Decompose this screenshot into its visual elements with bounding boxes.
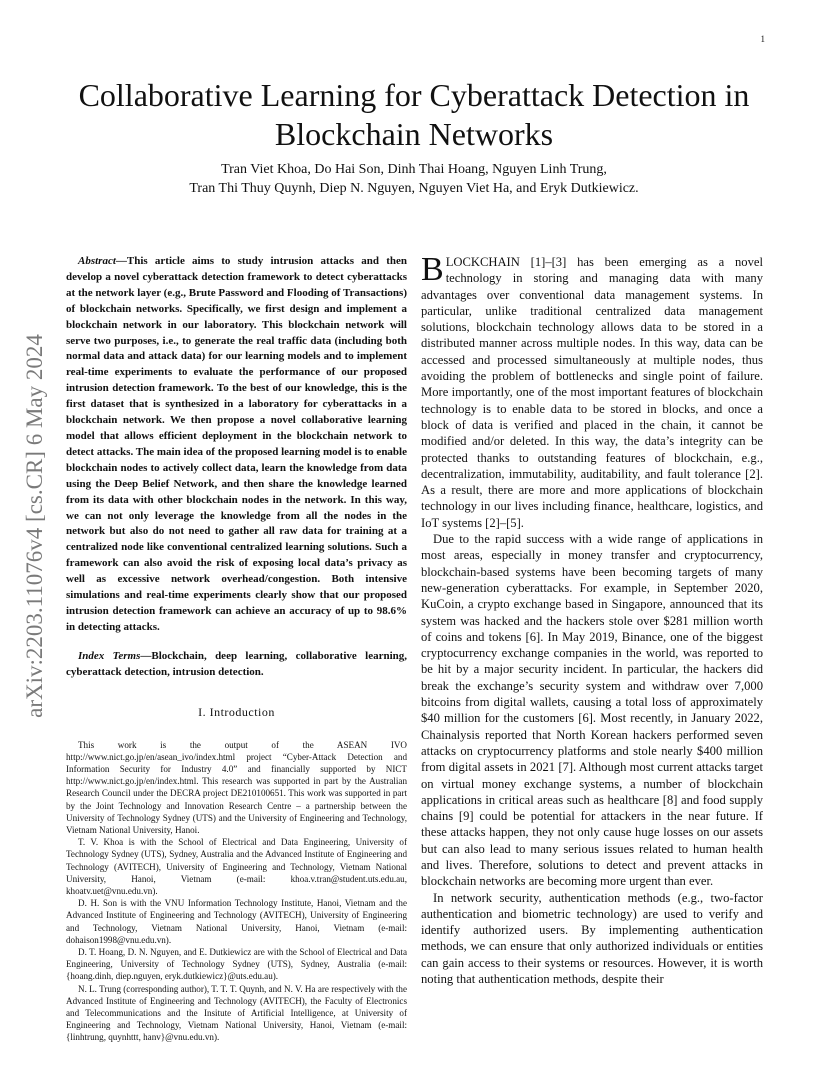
section-heading-introduction: I. Introduction xyxy=(198,704,275,719)
footnote-author-trung: N. L. Trung (corresponding author), T. T. T. Quynh, and N. V. Ha are respectively with the Advanced Institute of Engineering and Technology (AVITECH), the Faculty of Electronics and Telecommunications and the Insitute of Artificial Intelligence, at University of Engineering and Technology, Vietnam National University, Hanoi, Vietnam (e-mail: {linhtrung, quynhttt, hanv}@vnu.edu.vn). xyxy=(66,983,407,1043)
abstract-text: —This article aims to study intrusion attacks and then develop a novel cyberattack detection framework to detect cyberattacks at the network layer (e.g., Brute Password and Flooding of Transactions) of blockchain networks. Specifically, we first design and implement a blockchain network in our laboratory. This blockchain network will serve two purposes, i.e., to generate the real traffic data (including both normal data and attack data) for our learning models and to implement real-time experiments to evaluate the performance of our proposed intrusion detection framework. To the best of our knowledge, this is the first dataset that is synthesized in a laboratory for cyberattacks in a blockchain network. We then propose a novel collaborative learning model that allows efficient deployment in the blockchain network to detect attacks. The main idea of the proposed learning model is to enable blockchain nodes to actively collect data, learn the knowledge from data using the Deep Belief Network, and then share the knowledge learned from its data with other blockchain nodes in the network. In this way, we can not only leverage the knowledge from all the nodes in the network but also do not need to gather all raw data for training at a centralized node like conventional centralized learning solutions. Such a framework can also avoid the risk of exposing local data’s privacy as well as excessive network overhead/congestion. Both intensive simulations and real-time experiments clearly show that our proposed intrusion detection framework can achieve an accuracy of up to 98.6% in detecting attacks. xyxy=(66,255,407,633)
intro-paragraph-2: Due to the rapid success with a wide range of applications in most areas, especially in money transfer and cryptocurrency, blockchain-based systems have been becoming targets of many new-generation cyberattacks. For example, in September 2020, KuCoin, a crypto exchange based in Singapore, announced that its system was hacked and the hackers stole over $281 million worth of coins and tokens [6]. In May 2019, Binance, one of the biggest cryptocurrency exchange companies in the world, was reported to be hit by a major security incident. In particular, the hackers did break the exchange’s security system and withdraw over 7,000 bitcoins from digital wallets, causing a total loss of approximately $40 million for the customers [6]. Most recently, in January 2022, Chainalysis reported that North Korean hackers performed seven attacks on cryptocurrency platforms and stole nearly $400 million from digital assets in 2021 [7]. Although most current attacks target on virtual money exchange systems, a number of blockchain applications in critical areas such as healthcare [8] and food supply chains [9] could be potential for attackers in the near future. If these attacks happen, they not only cause huge losses on our assets but can also lead to many serious issues related to human health and lives. Therefore, solutions to detect and prevent attacks in blockchain networks are becoming more urgent than ever. xyxy=(421,532,763,889)
footnote-author-hoang: D. T. Hoang, D. N. Nguyen, and E. Dutkiewicz are with the School of Electrical and Data Engineering, University of Technology Sydney (UTS), Sydney, Australia (e-mail: {hoang.dinh, diep.nguyen, eryk.dutkiewicz}@uts.edu.au). xyxy=(66,947,407,982)
footnote-author-son: D. H. Son is with the VNU Information Technology Institute, Hanoi, Vietnam and the Advanced Institute of Engineering and Technology (AVITECH), University of Engineering and Technology, Vietnam National University, Hanoi, Vietnam (e-mail: dohaison1998@vnu.edu.vn). xyxy=(66,898,407,945)
abstract xyxy=(66,254,407,636)
drop-cap: B xyxy=(421,251,444,288)
right-column xyxy=(421,251,763,987)
left-column xyxy=(66,254,407,1044)
paper-title: Collaborative Learning for Cyberattack Detection in Blockchain Networks xyxy=(78,77,750,152)
intro-paragraph-3: In network security, authentication methods (e.g., two-factor authentication and biometric technology) are used to verify and identify authorized users. By implementing authentication methods, we can ensure that only authorized individuals or entities can gain access to their systems or resources. However, it is worth noting that authentication methods, despite their xyxy=(421,890,763,987)
intro-paragraph-1 xyxy=(421,251,763,531)
index-terms-label: Index Terms xyxy=(78,649,141,662)
author-line-1: Tran Viet Khoa, Do Hai Son, Dinh Thai Hoang, Nguyen Linh Trung, xyxy=(221,162,607,177)
arxiv-sidebar-identifier xyxy=(10,286,60,766)
page-number: 1 xyxy=(760,34,765,44)
index-terms xyxy=(66,649,407,681)
author-line-2: Tran Thi Thuy Quynh, Diep N. Nguyen, Nguyen Viet Ha, and Eryk Dutkiewicz. xyxy=(189,181,639,196)
footnotes xyxy=(66,739,407,1044)
index-terms-text: —Blockchain, deep learning, collaborative learning, cyberattack detection, intrusion detection. xyxy=(66,649,408,678)
footnote-funding: This work is the output of the ASEAN IVO http://www.nict.go.jp/en/asean_ivo/index.html project “Cyber-Attack Detection and Information Security for Industry 4.0” and financially supported by NICT http://www.nict.go.jp/en/index.html. This research was supported in part by the Australian Research Council under the DECRA project DE210100651. This work was supported in part by the Joint Technology and Innovation Research Centre – a partnership between the University of Technology Sydney (UTS) and the University of Engineering and Technology, Vietnam National University, Hanoi. xyxy=(66,739,407,835)
intro-paragraph-1-text: LOCKCHAIN [1]–[3] has been emerging as a novel technology in storing and managing data with many advantages over conventional data management systems. In particular, unlike traditional centralized data management solutions, blockchain technology allows data to be stored in a distributed manner across multiple nodes. In this way, data can be accessed and processed simultaneously at multiple nodes, thus avoiding the problem of bottlenecks and single point of failure. More importantly, one of the most important features of blockchain technology is to enable data to be stored in blocks, and once a block of data is verified and placed in the chain, it cannot be modified and/or deleted. In this way, the data’s integrity can be protected thanks to outstanding features of blockchain, e.g., decentralization, immutability, auditability, and fault tolerance [2]. As a result, there are more and more applications of blockchain technology in our lives including finance, healthcare, logistics, and IoT systems [2]–[5]. xyxy=(421,255,763,530)
abstract-label: Abstract xyxy=(78,255,116,267)
footnote-author-khoa: T. V. Khoa is with the School of Electrical and Data Engineering, University of Technology Sydney (UTS), Sydney, Australia and the Advanced Institute of Engineering and Technology (AVITECH), University of Engineering and Technology, Vietnam National University, Hanoi, Vietnam (e-mail: khoa.v.tran@student.uts.edu.au, khoatv.uet@vnu.edu.vn). xyxy=(66,837,407,896)
author-list xyxy=(60,160,768,198)
arxiv-id-text: arXiv:2203.11076v4 [cs.CR] 6 May 2024 xyxy=(22,334,47,718)
